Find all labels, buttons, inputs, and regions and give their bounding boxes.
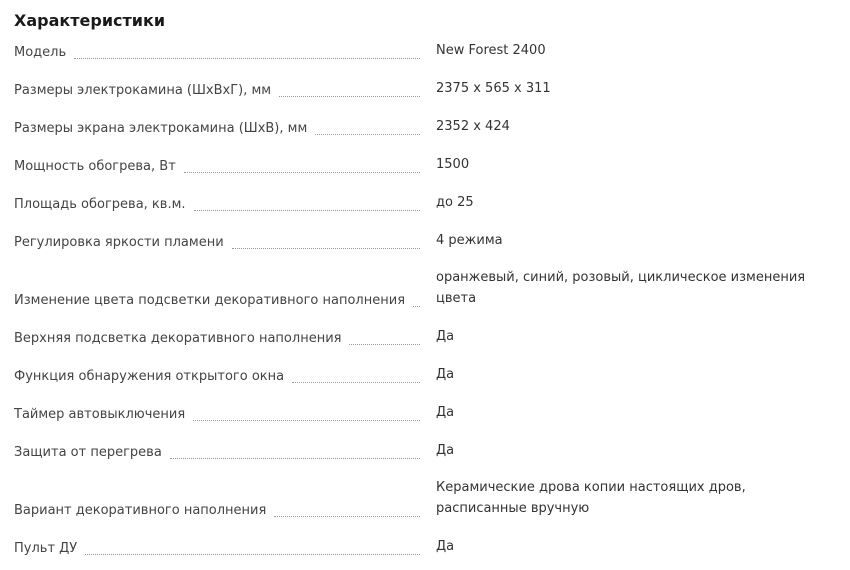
dotted-leader [170,457,420,459]
spec-label: Мощность обогрева, Вт [14,159,176,174]
spec-label: Размеры экрана электрокамина (ШхВ), мм [14,121,308,136]
spec-value: Керамические дрова копии настоящих дров, расписанные вручную [436,480,746,516]
dotted-leader [194,209,420,211]
spec-value: Да [436,329,455,344]
spec-value: до 25 [436,195,474,210]
spec-label: Пульт ДУ [14,541,78,556]
dotted-leader [85,553,420,555]
dotted-leader [292,381,420,383]
dotted-leader [274,515,420,517]
dotted-leader [193,419,420,421]
spec-label: Таймер автовыключения [14,407,186,422]
dotted-leader [279,95,420,97]
dotted-leader [349,343,420,345]
spec-label: Изменение цвета подсветки декоративного наполнения [14,293,406,308]
spec-value: оранжевый, синий, розовый, циклическое изменения цвета [436,270,806,306]
spec-value: Да [436,539,455,554]
spec-label: Площадь обогрева, кв.м. [14,197,186,212]
spec-value: 2375 x 565 x 311 [436,81,551,96]
spec-value: Да [436,405,455,420]
spec-label: Верхняя подсветка декоративного наполнения [14,331,342,346]
spec-label: Модель [14,45,67,60]
spec-value: New Forest 2400 [436,43,546,58]
spec-label: Функция обнаружения открытого окна [14,369,285,384]
section-title: Характеристики [14,11,166,30]
spec-label: Защита от перегрева [14,445,162,460]
spec-value: Да [436,367,455,382]
dotted-leader [184,171,420,173]
spec-label: Регулировка яркости пламени [14,235,224,250]
spec-label: Вариант декоративного наполнения [14,503,267,518]
dotted-leader [232,247,420,249]
dotted-leader [413,305,420,307]
spec-value: 1500 [436,157,470,172]
dotted-leader [74,57,420,59]
spec-value: 4 режима [436,233,503,248]
spec-value: 2352 x 424 [436,119,510,134]
spec-label: Размеры электрокамина (ШхВхГ), мм [14,83,272,98]
dotted-leader [315,133,420,135]
spec-value: Да [436,443,455,458]
